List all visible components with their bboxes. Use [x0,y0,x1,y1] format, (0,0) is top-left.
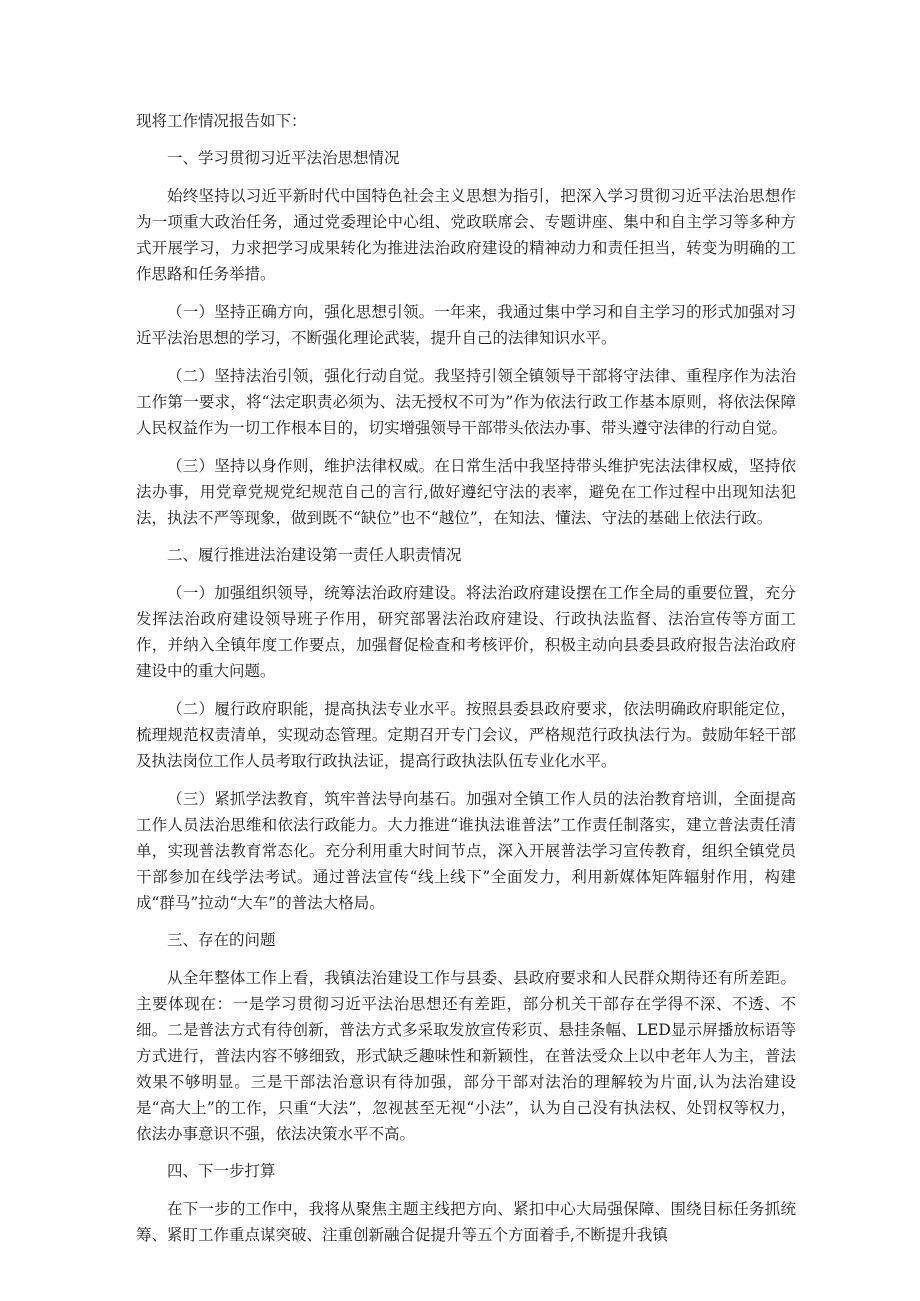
section-2-heading: 二、履行推进法治建设第一责任人职责情况 [167,546,462,564]
document-page [136,108,796,1248]
section-1-paragraph-2: （一）坚持正确方向，强化思想引领。一年来，我通过集中学习和自主学习的形式加强对习近平法治思想的学习，不断强化理论武装，提升自己的法律知识水平。 [136,303,796,347]
section-3-paragraph-1: 从全年整体工作上看，我镇法治建设工作与县委、县政府要求和人民群众期待还有所差距。主要体现在：一是学习贯彻习近平法治思想还有差距，部分机关干部存在学得不深、不透、不细。二是普法方式有待创新，普法方式多采取发放宣传彩页、悬挂条幅、LED显示屏播放标语等方式进行，普法内容不够细致，形式缺乏趣味性和新颖性，在普法受众上以中老年人为主，普法效果不够明显。三是干部法治意识有待加强，部分干部对法治的理解较为片面,认为法治建设是“高大上”的工作，只重“大法”，忽视甚至无视“小法”，认为自己没有执法权、处罚权等权力，依法办事意识不强，依法决策水平不高。 [136,969,796,1143]
section-2-paragraph-2: （二）履行政府职能，提高执法专业水平。按照县委县政府要求，依法明确政府职能定位，梳理规范权责清单，实现动态管理。定期召开专门会议，严格规范行政执法行为。鼓励年轻干部及执法岗位工作人员考取行政执法证，提高行政执法队伍专业化水平。 [136,700,796,770]
section-1-paragraph-1: 始终坚持以习近平新时代中国特色社会主义思想为指引，把深入学习贯彻习近平法治思想作为一项重大政治任务，通过党委理论中心组、党政联席会、专题讲座、集中和自主学习等多种方式开展学习，力求把学习成果转化为推进法治政府建设的精神动力和责任担当，转变为明确的工作思路和任务举措。 [136,187,796,283]
section-1-heading: 一、学习贯彻习近平法治思想情况 [167,149,400,167]
section-3-heading: 三、存在的问题 [167,931,276,949]
section-1-paragraph-4: （三）坚持以身作则，维护法律权威。在日常生活中我坚持带头维护宪法法律权威，坚持依法办事，用党章党规党纪规范自己的言行,做好遵纪守法的表率，避免在工作过程中出现知法犯法，执法不严等现象，做到既不“缺位”也不“越位”，在知法、懂法、守法的基础上依法行政。 [136,457,796,527]
section-1-paragraph-3: （二）坚持法治引领，强化行动自觉。我坚持引领全镇领导干部将守法律、重程序作为法治工作第一要求，将“法定职责必须为、法无授权不可为”作为依法行政工作基本原则，将依法保障人民权益作为一切工作根本目的，切实增强领导干部带头依法办事、带头遵守法律的行动自觉。 [136,367,796,437]
intro-line: 现将工作情况报告如下： [136,112,307,130]
section-4-paragraph-1: 在下一步的工作中，我将从聚焦主题主线把方向、紧扣中心大局强保障、围绕目标任务抓统筹、紧盯工作重点谋突破、注重创新融合促提升等五个方面着手,不断提升我镇 [136,1200,796,1244]
section-4-heading: 四、下一步打算 [167,1162,276,1180]
section-2-paragraph-1: （一）加强组织领导，统筹法治政府建设。将法治政府建设摆在工作全局的重要位置，充分发挥法治政府建设领导班子作用，研究部署法治政府建设、行政执法监督、法治宣传等方面工作，并纳入全镇年度工作要点，加强督促检查和考核评价，积极主动向县委县政府报告法治政府建设中的重大问题。 [136,584,796,680]
section-2-paragraph-3: （三）紧抓学法教育，筑牢普法导向基石。加强对全镇工作人员的法治教育培训，全面提高工作人员法治思维和依法行政能力。大力推进“谁执法谁普法”工作责任制落实，建立普法责任清单，实现普法教育常态化。充分利用重大时间节点，深入开展普法学习宣传教育，组织全镇党员干部参加在线学法考试。通过普法宣传“线上线下”全面发力，利用新媒体矩阵辐射作用，构建成“群马”拉动“大车”的普法大格局。 [136,790,796,912]
